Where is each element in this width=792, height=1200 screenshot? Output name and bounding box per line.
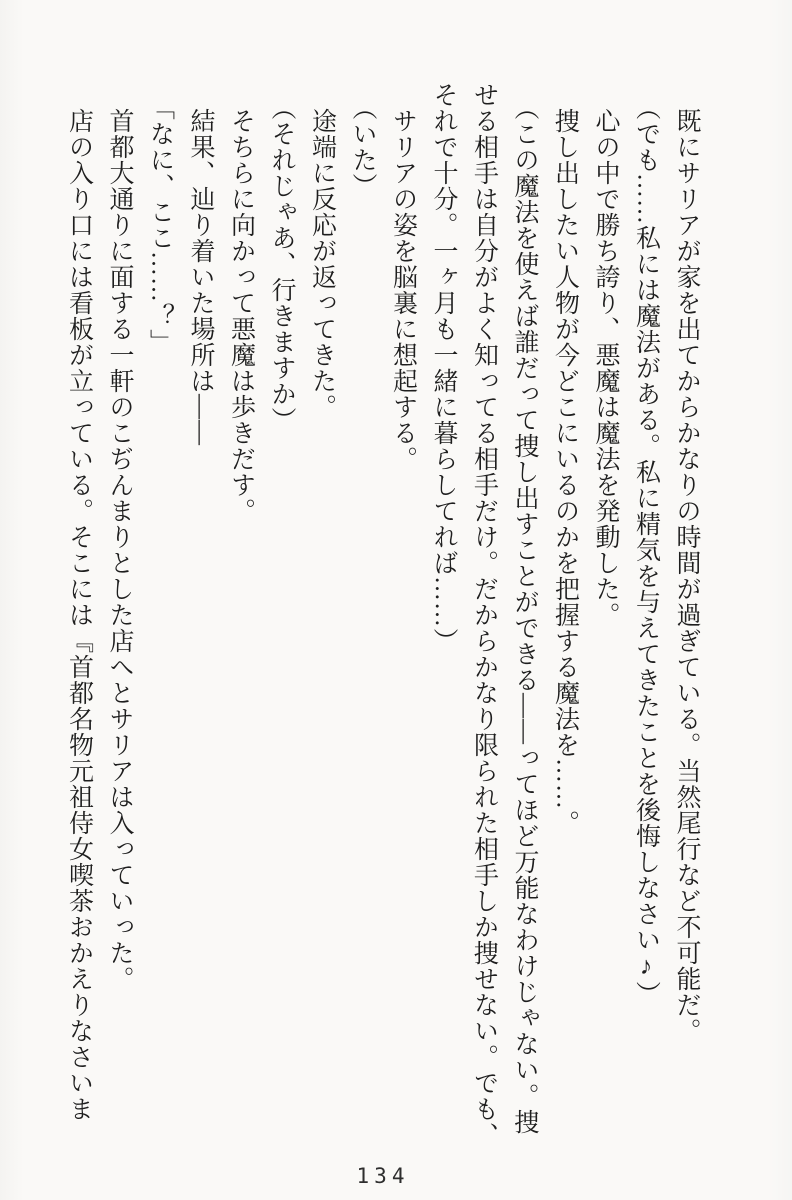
paragraph-narrative: 店の入り口には看板が立っている。そこには『首都名物元祖侍女喫茶おかえりなさいま [65,108,93,1122]
paragraph-narrative: 心の中で勝ち誇り、悪魔は魔法を発動した。 [592,108,619,628]
paragraph-narrative: 既にサリアが家を出てからかなりの時間が過ぎている。当然尾行など不可能だ。 [673,108,700,1044]
paragraph-narrative: 捜し出したい人物が今どこにいるのかを把握する魔法を……。 [551,108,579,836]
paragraph-thought: （いた） [349,95,376,199]
page-number: 134 [356,1164,410,1188]
paragraph-narrative: そちらに向かって悪魔は歩きだす。 [227,108,255,524]
paragraph-dialogue: 「なに、ここ……？」 [146,95,174,355]
paragraph-narrative: 首都大通りに面する一軒のこぢんまりとした店へとサリアは入っていった。 [106,108,133,992]
paragraph-thought: （それじゃあ、行きますか） [268,95,295,433]
paragraph-narrative: 途端に反応が返ってきた。 [308,108,336,420]
text-block [58,82,706,1152]
paragraph-narrative: サリアの姿を脳裏に想起する。 [389,108,417,472]
paragraph-thought: （この魔法を使えば誰だって捜し出すことができる――ってほど万能なわけじゃない。捜せる相手は自分がよく知ってる相手だけ。だからかなり限られた相手しか捜せない。でも、それで十分。一ヶ月も一緒に暮らしてれば……） [430,82,538,1148]
paragraph-thought: （でも……私には魔法がある。私に精気を与えてきたことを後悔しなさい♪） [632,95,660,1007]
paragraph-narrative: 結果、辿り着いた場所は―― [187,108,214,446]
